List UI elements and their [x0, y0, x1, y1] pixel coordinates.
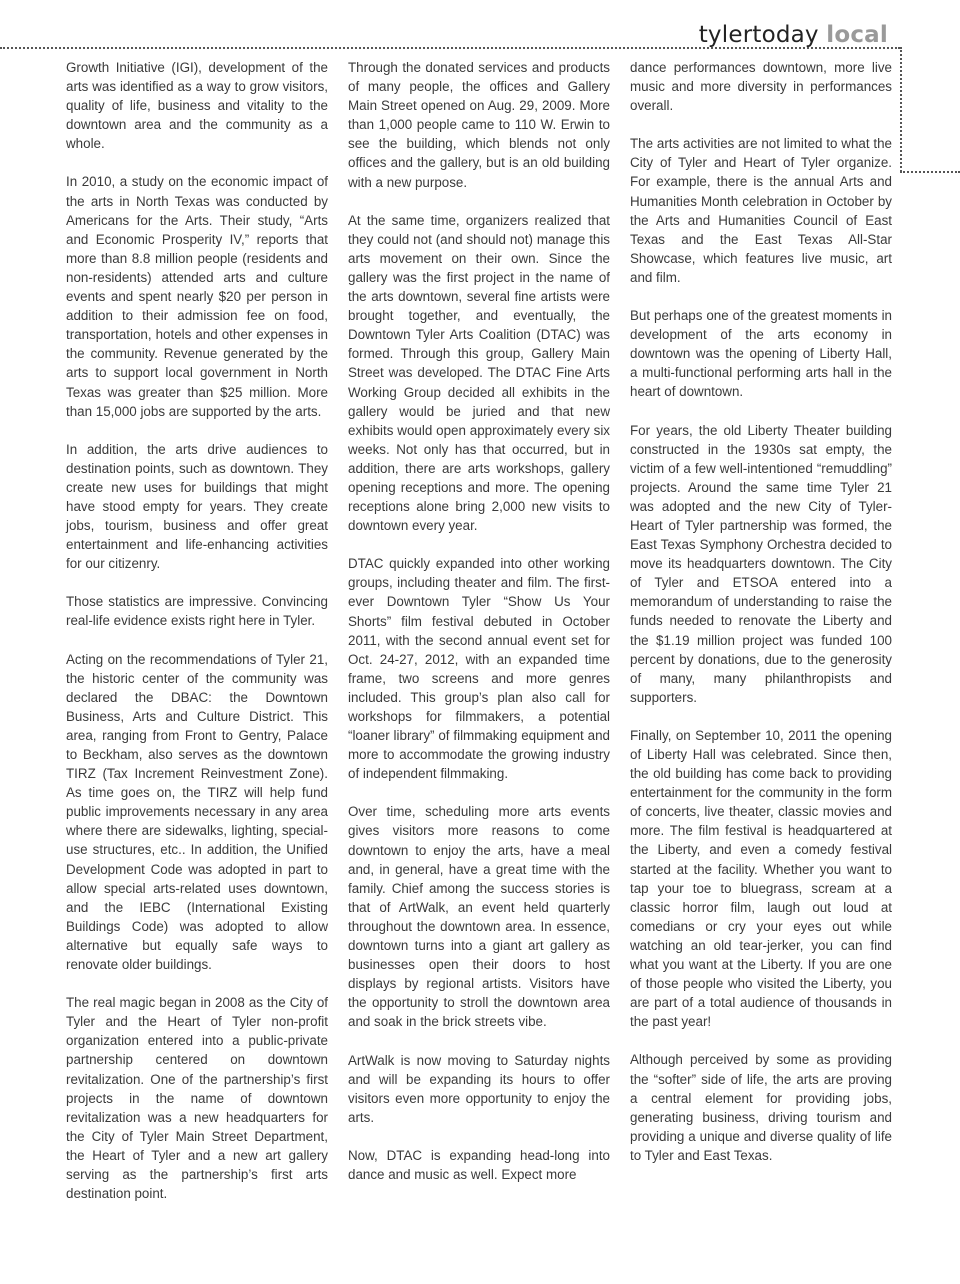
masthead-section: local: [826, 22, 888, 48]
paragraph: dance performances downtown, more live music and more diversity in performances overall.: [630, 60, 892, 114]
article-column-2: [348, 58, 610, 1203]
paragraph: Over time, scheduling more arts events gives visitors more reasons to come downtown to enjoy the arts, have a meal and, in general, have a great time with the family. Chief among the success stories is that of ArtWalk, an event held quarterly throughout the downtown area. In essence, downtown turns into a giant art gallery as businesses open their doors to host displays by regional artists. Visitors have the opportunity to stroll the downtown area and soak in the brick streets vibe.: [348, 804, 610, 1030]
paragraph: The arts activities are not limited to what the City of Tyler and Heart of Tyler organize. For example, there is the annual Arts and Humanities Month celebration in October by the Arts and Humanities Council of East Texas and the East Texas All-Star Showcase, which features live music, art and film.: [630, 136, 892, 285]
header-dotted-rule: [0, 47, 900, 49]
header-dotted-rule-tail: [900, 171, 960, 173]
masthead-brand: tylertoday: [698, 22, 819, 48]
paragraph: Acting on the recommendations of Tyler 21, the historic center of the community was declared the DBAC: the Downtown Business, Arts and Culture District. This area, ranging from Front to Gentry, Palace to Beckham, also serves as the downtown TIRZ (Tax Increment Reinvestment Zone). As time goes on, the TIRZ will help fund public improvements necessary in any area where there are sidewalks, lighting, special-use structures, etc.. In addition, the Unified Development Code was adopted in part to allow special arts-related uses downtown, and the IEBC (International Existing Buildings Code) was adopted to allow alternative but equally safe ways to renovate older buildings.: [66, 651, 328, 973]
paragraph: Through the donated services and products of many people, the offices and Gallery Main Street opened on Aug. 29, 2009. More than 1,000 people came to 110 W. Erwin to see the building, which blends not only offices and the gallery, but is an old building with a new purpose.: [348, 60, 610, 190]
paragraph: For years, the old Liberty Theater building constructed in the 1930s sat empty, the victim of a few well-intentioned “remuddling” projects. Around the same time Tyler 21 was adopted and the new City of Tyler-Heart of Tyler partnership was formed, the East Texas Symphony Orchestra decided to move its headquarters downtown. The City of Tyler and ETSOA entered into a memorandum of understanding to raise the funds needed to renovate the Liberty and the $1.19 million project was funded 100 percent by donations, due to the generosity of many, many philanthropists and supporters.: [630, 422, 892, 705]
paragraph: Growth Initiative (IGI), development of the arts was identified as a way to grow visitors, quality of life, business and vitality to the downtown area and the community as a whole.: [66, 60, 328, 152]
paragraph: DTAC quickly expanded into other working groups, including theater and film. The first-ever Downtown Tyler “Show Us Your Shorts” film festival debuted in October 2011, with the second annual event set for Oct. 24-27, 2012, with an expanded time frame, two screens and more genres included. This group’s plan also call for workshops for filmmakers, a potential “loaner library” of filmmaking equipment and more to accommodate the growing industry of independent filmmaking.: [348, 556, 610, 782]
paragraph: In 2010, a study on the economic impact of the arts in North Texas was conducted by Americans for the Arts. Their study, “Arts and Economic Prosperity IV,” reports that more than 8.8 million people (residents and non-residents) attended arts and culture events and spent nearly $20 per person in addition to their admission fee on food, transportation, hotels and other expenses in the community. Revenue generated by the arts to support local government in North Texas was greater than $25 million. More than 15,000 jobs are supported by the arts.: [66, 174, 328, 419]
article-column-3: [630, 58, 892, 1184]
paragraph: The real magic began in 2008 as the City of Tyler and the Heart of Tyler non-profit organization entered into a public-private partnership centered on downtown revitalization. One of the partnership’s first projects in the name of downtown revitalization was a new headquarters for the City of Tyler Main Street Department, the Heart of Tyler and a new art gallery serving as the partnership’s first arts destination point.: [66, 995, 328, 1202]
paragraph: In addition, the arts drive audiences to destination points, such as downtown. They create new uses for buildings that might have stood empty for years. They create jobs, tourism, business and offer great entertainment and life-enhancing activities for our citizenry.: [66, 441, 328, 572]
paragraph: Finally, on September 10, 2011 the opening of Liberty Hall was celebrated. Since then, the old building has come back to providing entertainment for the community in the form of concerts, live theater, classic movies and more. The film festival is headquartered at the Liberty, and even a comedy festival started at the facility. Whether you want to tap your toe to bluegrass, scream at a classic horror film, laugh out loud at comedians or cry your eyes out while watching an old tear-jerker, you can find what you want at the Liberty. If you are one of those people who visited the Liberty, you are part of a total audience of thousands in the past year!: [630, 727, 892, 1030]
paragraph: But perhaps one of the greatest moments in development of the arts economy in downtown was the opening of Liberty Hall, a multi-functional performing arts hall in the heart of downtown.: [630, 308, 892, 400]
article-column-1: [66, 58, 328, 1222]
paragraph: Although perceived by some as providing the “softer” side of life, the arts are proving a central element for providing jobs, generating business, driving tourism and providing a unique and diverse quality of life to Tyler and East Texas.: [630, 1052, 892, 1163]
paragraph: ArtWalk is now moving to Saturday nights and will be expanding its hours to offer visitors even more opportunity to enjoy the arts.: [348, 1052, 610, 1125]
paragraph: At the same time, organizers realized that they could not (and should not) manage this arts movement on their own. Since the gallery was the first project in the name of the arts downtown, several fine artists were brought together, and eventually, the Downtown Tyler Arts Coalition (DTAC) was formed. Through this group, Gallery Main Street was developed. The DTAC Fine Arts Working Group decided all exhibits in the gallery would be juried and that new exhibits would open approximately every six weeks. Not only has that occurred, but in addition, there are arts workshops, gallery opening receptions and more. The opening receptions alone bring 2,000 new visits to downtown every year.: [348, 212, 610, 534]
paragraph: Those statistics are impressive. Convincing real-life evidence exists right here in Tyler.: [66, 594, 328, 629]
header-dotted-rule-vertical: [900, 47, 902, 172]
masthead: [699, 22, 888, 48]
paragraph: Now, DTAC is expanding head-long into dance and music as well. Expect more: [348, 1147, 610, 1182]
